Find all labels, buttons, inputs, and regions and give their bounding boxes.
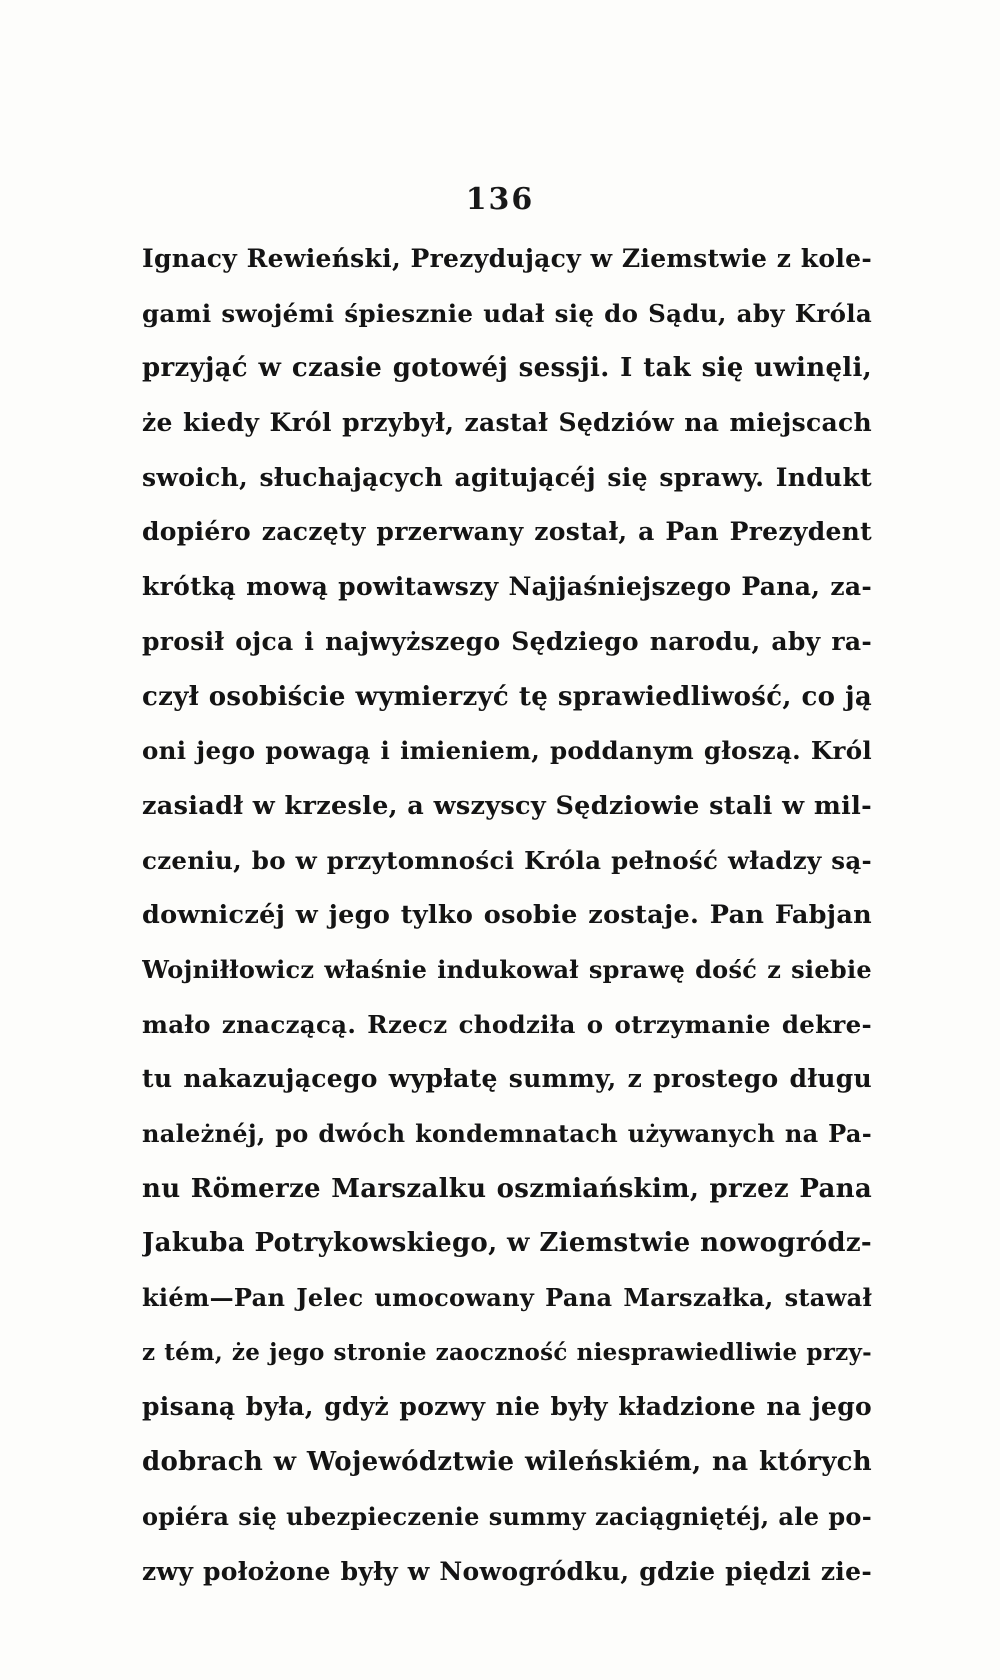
- text-line: przyjąć w czasie gotowéj sessji. I tak się uwinęli,: [142, 353, 872, 384]
- text-line: należnéj, po dwóch kondemnatach używanych na Pa-: [142, 1119, 872, 1148]
- text-line: dobrach w Województwie wileńskiém, na których: [142, 1447, 872, 1478]
- text-line: prosił ojca i najwyższego Sędziego narodu, aby ra-: [142, 626, 872, 656]
- text-line: czeniu, bo w przytomności Króla pełność władzy są-: [142, 845, 872, 875]
- text-line: oni jego powagą i imieniem, poddanym głoszą. Król: [142, 736, 872, 766]
- text-line: downiczéj w jego tylko osobie zostaje. Pan Fabjan: [142, 900, 872, 931]
- text-line: zwy położone były w Nowogródku, gdzie piędzi zie-: [142, 1556, 872, 1586]
- text-line: z tém, że jego stronie zaoczność niesprawiedliwie przy-: [142, 1338, 872, 1366]
- text-line: swoich, słuchających agitującéj się sprawy. Indukt: [142, 462, 872, 492]
- text-line: gami swojémi śpiesznie udał się do Sądu, aby Króla: [142, 298, 872, 328]
- text-line: czył osobiście wymierzyć tę sprawiedliwość, co ją: [142, 681, 872, 712]
- text-line: dopiéro zaczęty przerwany został, a Pan Prezydent: [142, 517, 872, 547]
- text-line: że kiedy Król przybył, zastał Sędziów na miejscach: [142, 408, 872, 438]
- text-line: mało znaczącą. Rzecz chodziła o otrzymanie dekre-: [142, 1009, 872, 1039]
- text-line: tu nakazującego wypłatę summy, z prostego długu: [142, 1064, 872, 1094]
- page-number: 136: [465, 182, 535, 217]
- text-line: Jakuba Potrykowskiego, w Ziemstwie nowogródz-: [142, 1228, 872, 1259]
- text-line: nu Römerze Marszalku oszmiańskim, przez Pana: [142, 1173, 872, 1204]
- text-line: zasiadł w krzesle, a wszyscy Sędziowie stali w mil-: [142, 790, 872, 821]
- text-line: opiéra się ubezpieczenie summy zaciągniętéj, ale po-: [142, 1501, 872, 1531]
- body-text: [142, 232, 872, 1599]
- text-line: kiém—Pan Jelec umocowany Pana Marszałka, stawał: [142, 1283, 872, 1313]
- text-line: pisaną była, gdyż pozwy nie były kładzione na jego: [142, 1392, 872, 1422]
- text-line: Ignacy Rewieński, Prezydujący w Ziemstwie z kole-: [142, 244, 872, 273]
- text-line: krótką mową powitawszy Najjaśniejszego Pana, za-: [142, 572, 872, 602]
- text-line: Wojniłłowicz właśnie indukował sprawę dość z siebie: [142, 954, 872, 984]
